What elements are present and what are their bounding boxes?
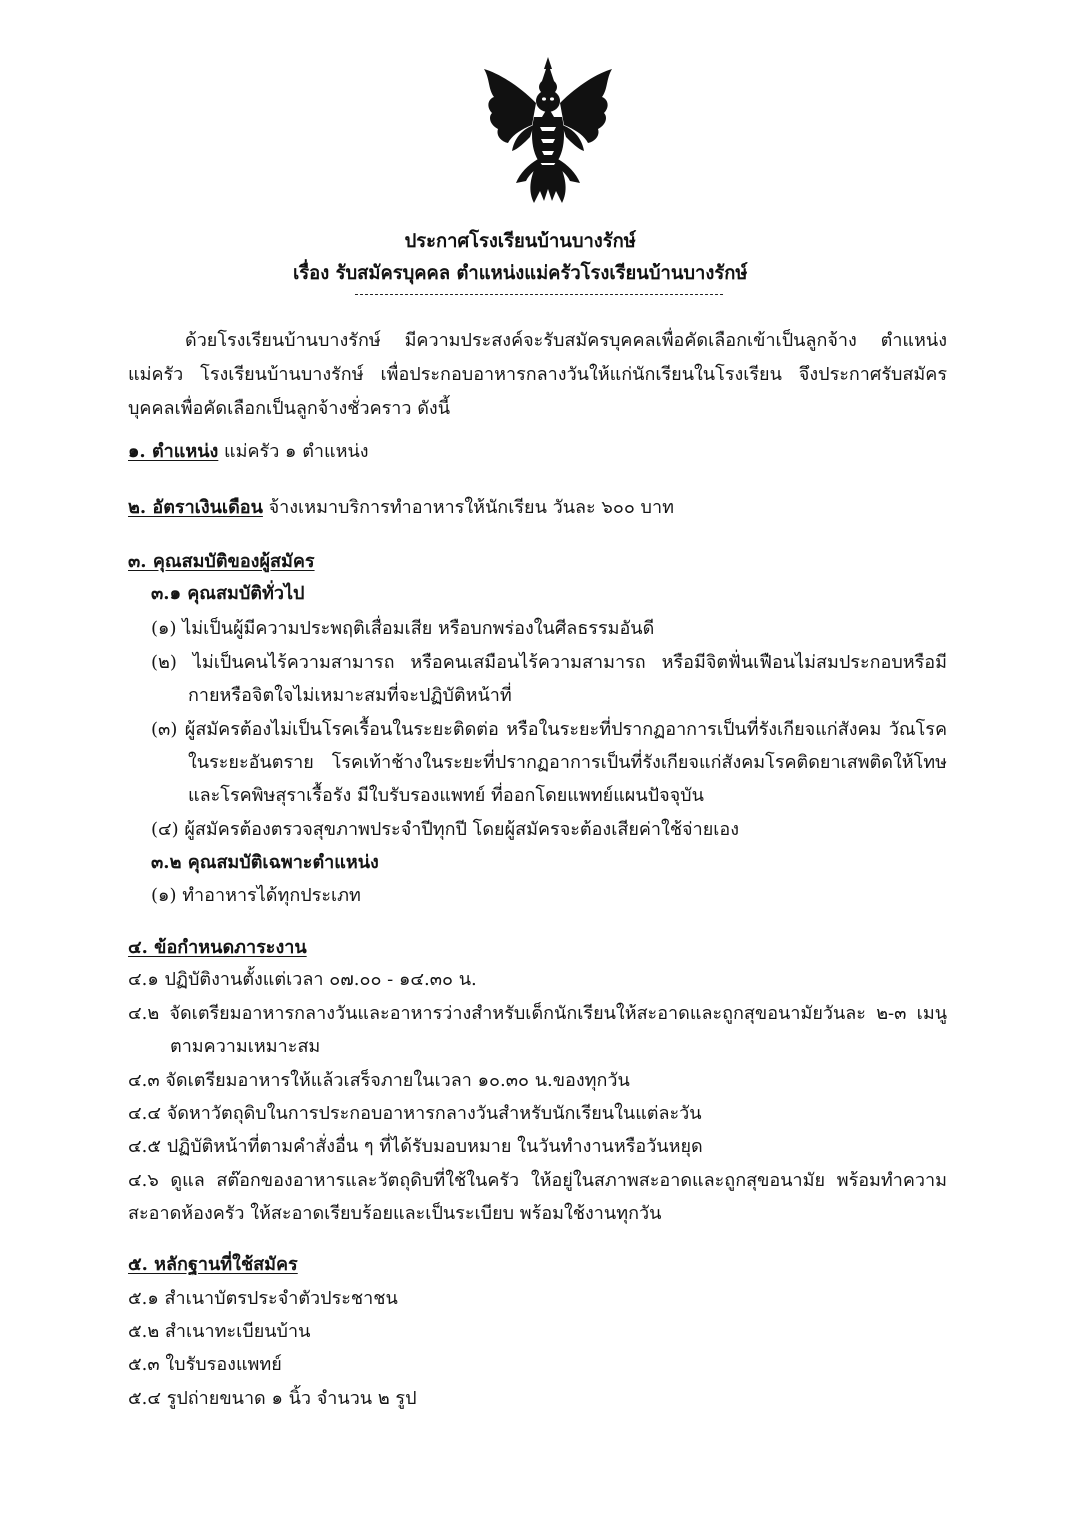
section-2 bbox=[128, 497, 674, 519]
document-item: ๕.๑ สำเนาบัตรประจำตัวประชาชน bbox=[128, 1288, 398, 1309]
section-3-1-heading: ๓.๑ คุณสมบัติทั่วไป bbox=[151, 583, 305, 604]
section-2-heading: ๒. อัตราเงินเดือน bbox=[128, 497, 263, 518]
qualification-item-cont: ในระยะอันตราย โรคเท้าช้างในระยะที่ปรากฏอาการเป็นที่รังเกียจแก่สังคมโรคติดยาเสพติดให้โทษ bbox=[188, 752, 947, 773]
section-4-heading: ๔. ข้อกำหนดภาระงาน bbox=[128, 937, 307, 958]
announcement-title: ประกาศโรงเรียนบ้านบางรักษ์ bbox=[404, 230, 636, 252]
duty-item-cont: ตามความเหมาะสม bbox=[170, 1036, 321, 1057]
duty-item: ๔.๖ ดูแล สต๊อกของอาหารและวัตถุดิบที่ใช้ในครัว ให้อยู่ในสภาพสะอาดและถูกสุขอนามัย พร้อมทำความ bbox=[128, 1170, 947, 1191]
document-item: ๕.๔ รูปถ่ายขนาด ๑ นิ้ว จำนวน ๒ รูป bbox=[128, 1388, 417, 1409]
document-item: ๕.๓ ใบรับรองแพทย์ bbox=[128, 1354, 282, 1375]
section-1-text: แม่ครัว ๑ ตำแหน่ง bbox=[218, 441, 369, 462]
qualification-item: (๔) ผู้สมัครต้องตรวจสุขภาพประจำปีทุกปี โดยผู้สมัครจะต้องเสียค่าใช้จ่ายเอง bbox=[151, 819, 739, 840]
qualification-item-cont: กายหรือจิตใจไม่เหมาะสมที่จะปฏิบัติหน้าที่ bbox=[188, 685, 512, 706]
section-3-2-heading: ๓.๒ คุณสมบัติเฉพาะตำแหน่ง bbox=[151, 852, 379, 873]
duty-item: ๔.๕ ปฏิบัติหน้าที่ตามคำสั่งอื่น ๆ ที่ได้รับมอบหมาย ในวันทำงานหรือวันหยุด bbox=[128, 1136, 703, 1157]
specific-qualification-item: (๑) ทำอาหารได้ทุกประเภท bbox=[151, 885, 361, 906]
section-1 bbox=[128, 441, 369, 463]
garuda-emblem-icon bbox=[478, 55, 618, 205]
qualification-item: (๒) ไม่เป็นคนไร้ความสามารถ หรือคนเสมือนไร้ความสามารถ หรือมีจิตฟั่นเฟือนไม่สมประกอบหรือมี bbox=[151, 652, 947, 673]
title-divider bbox=[355, 294, 723, 295]
intro-line-2: แม่ครัว โรงเรียนบ้านบางรักษ์ เพื่อประกอบอาหารกลางวันให้แก่นักเรียนในโรงเรียน จึงประกาศรับสมัคร bbox=[128, 364, 947, 385]
document-item: ๕.๒ สำเนาทะเบียนบ้าน bbox=[128, 1321, 311, 1342]
section-2-text: จ้างเหมาบริการทำอาหารให้นักเรียน วันละ ๖๐๐ บาท bbox=[262, 497, 674, 518]
duty-item-cont: สะอาดห้องครัว ให้สะอาดเรียบร้อยและเป็นระเบียบ พร้อมใช้งานทุกวัน bbox=[128, 1203, 662, 1224]
duty-item: ๔.๒ จัดเตรียมอาหารกลางวันและอาหารว่างสำหรับเด็กนักเรียนให้สะอาดและถูกสุขอนามัยวันละ ๒-๓ เมนู bbox=[128, 1003, 947, 1024]
intro-line-3: บุคคลเพื่อคัดเลือกเป็นลูกจ้างชั่วคราว ดังนี้ bbox=[128, 398, 450, 419]
section-3-heading: ๓. คุณสมบัติของผู้สมัคร bbox=[128, 551, 315, 572]
section-1-heading: ๑. ตำแหน่ง bbox=[128, 441, 219, 462]
section-5-heading: ๕. หลักฐานที่ใช้สมัคร bbox=[128, 1254, 298, 1275]
qualification-item-cont: และโรคพิษสุราเรื้อรัง มีใบรับรองแพทย์ ที่ออกโดยแพทย์แผนปัจจุบัน bbox=[188, 785, 704, 806]
duty-item: ๔.๓ จัดเตรียมอาหารให้แล้วเสร็จภายในเวลา ๑๐.๓๐ น.ของทุกวัน bbox=[128, 1070, 630, 1091]
qualification-item: (๓) ผู้สมัครต้องไม่เป็นโรคเรื้อนในระยะติดต่อ หรือในระยะที่ปรากฏอาการเป็นที่รังเกียจแก่สังคม วัณโรค bbox=[151, 719, 947, 740]
intro-line-1: ด้วยโรงเรียนบ้านบางรักษ์ มีความประสงค์จะรับสมัครบุคคลเพื่อคัดเลือกเข้าเป็นลูกจ้าง ตำแหน่ง bbox=[185, 330, 947, 351]
duty-item: ๔.๔ จัดหาวัตถุดิบในการประกอบอาหารกลางวันสำหรับนักเรียนในแต่ละวัน bbox=[128, 1103, 702, 1124]
qualification-item: (๑) ไม่เป็นผู้มีความประพฤติเสื่อมเสีย หรือบกพร่องในศีลธรรมอันดี bbox=[151, 618, 655, 639]
duty-item: ๔.๑ ปฏิบัติงานตั้งแต่เวลา ๐๗.๐๐ - ๑๔.๓๐ น. bbox=[128, 969, 477, 990]
announcement-subject: เรื่อง รับสมัครบุคคล ตำแหน่งแม่ครัวโรงเรียนบ้านบางรักษ์ bbox=[293, 262, 748, 284]
